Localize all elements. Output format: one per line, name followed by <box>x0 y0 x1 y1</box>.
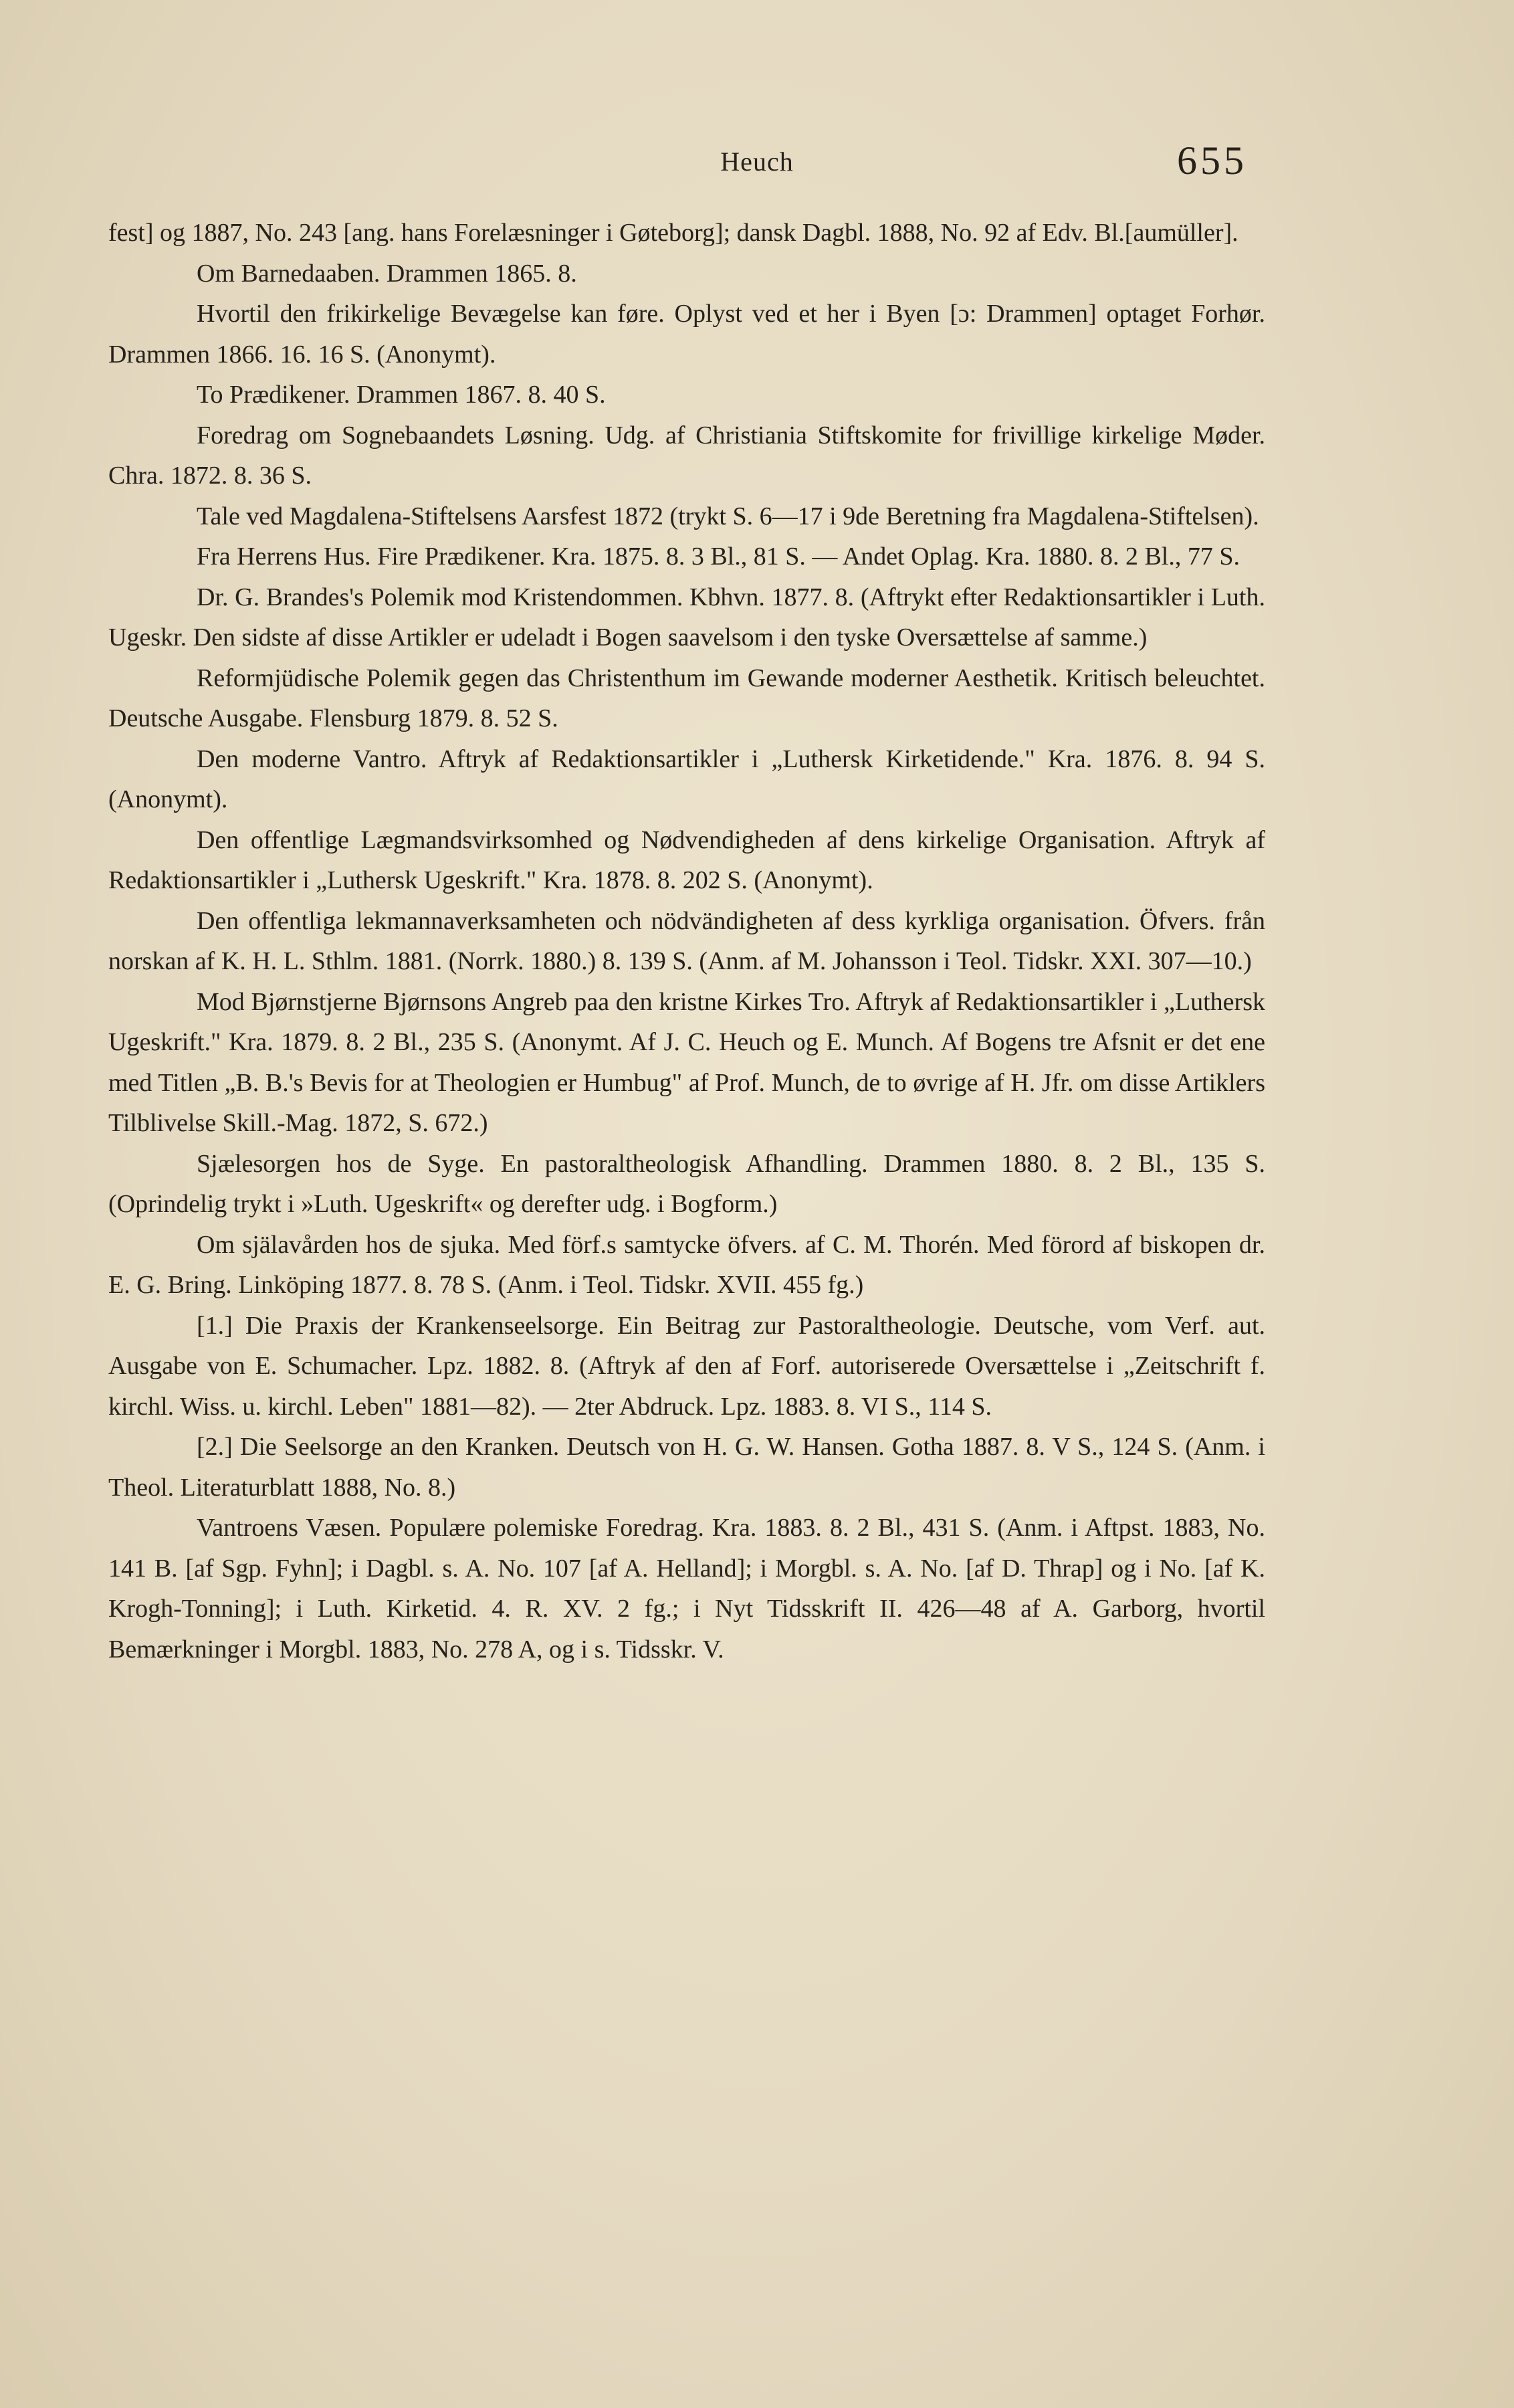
bibliography-entry: Hvortil den frikirkelige Bevægelse kan føre. Oplyst ved et her i Byen [ɔ: Drammen] optaget Forhør. Drammen 1866. 16. 16 S. (Anonymt). <box>108 300 1265 369</box>
bibliography-entry: Om själavården hos de sjuka. Med förf.s samtycke öfvers. af C. M. Thorén. Med förord af biskopen dr. E. G. Bring. Linköping 1877. 8. 78 S. (Anm. i Teol. Tidskr. XVII. 455 fg.) <box>108 1230 1265 1299</box>
bibliography-entry: Om Barnedaaben. Drammen 1865. 8. <box>197 259 577 288</box>
bibliography-entry: Mod Bjørnstjerne Bjørnsons Angreb paa den kristne Kirkes Tro. Aftryk af Redaktionsartikler i „Luthersk Ugeskrift." Kra. 1879. 8. 2 Bl., 235 S. (Anonymt. Af J. C. Heuch og E. Munch. Af Bogens tre Afsnit er det ene med Titlen „B. B.'s Bevis for at Theologien er Humbug" af Prof. Munch, de to øvrige af H. Jfr. om disse Artiklers Tilblivelse Skill.-Mag. 1872, S. 672.) <box>108 987 1265 1137</box>
bibliography-entry: Den offentlige Lægmandsvirksomhed og Nødvendigheden af dens kirkelige Organisation. Aftryk af Redaktionsartikler i „Luthersk Ugeskrift." Kra. 1878. 8. 202 S. (Anonymt). <box>108 825 1265 894</box>
bibliography-entry: Den offentliga lekmannaverksamheten och nödvändigheten af dess kyrkliga organisation. Öfvers. från norskan af K. H. L. Sthlm. 1881. (Norrk. 1880.) 8. 139 S. (Anm. af M. Johansson i Teol. Tidskr. XXI. 307—10.) <box>108 906 1265 975</box>
bibliography-entry: Dr. G. Brandes's Polemik mod Kristendommen. Kbhvn. 1877. 8. (Aftrykt efter Redaktionsartikler i Luth. Ugeskr. Den sidste af disse Artikler er udeladt i Bogen saavelsom i den tyske Oversættelse af samme.) <box>108 583 1265 651</box>
bibliography-entry: Foredrag om Sognebaandets Løsning. Udg. af Christiania Stiftskomite for frivillige kirkelige Møder. Chra. 1872. 8. 36 S. <box>108 421 1265 490</box>
bibliography-entry: Reformjüdische Polemik gegen das Christenthum im Gewande moderner Aesthetik. Kritisch beleuchtet. Deutsche Ausgabe. Flensburg 1879. 8. 52 S. <box>108 664 1265 732</box>
running-head: Heuch <box>720 146 794 177</box>
bibliography-body <box>108 213 1265 1670</box>
bibliography-entry: Fra Herrens Hus. Fire Prædikener. Kra. 1875. 8. 3 Bl., 81 S. — Andet Oplag. Kra. 1880. 8. 2 Bl., 77 S. <box>197 542 1240 571</box>
bibliography-entry: To Prædikener. Drammen 1867. 8. 40 S. <box>197 381 606 409</box>
bibliography-entry: [2.] Die Seelsorge an den Kranken. Deutsch von H. G. W. Hansen. Gotha 1887. 8. V S., 124 S. (Anm. i Theol. Literaturblatt 1888, No. 8.) <box>108 1433 1265 1502</box>
bibliography-entry: Vantroens Væsen. Populære polemiske Foredrag. Kra. 1883. 8. 2 Bl., 431 S. (Anm. i Aftpst. 1883, No. 141 B. [af Sgp. Fyhn]; i Dagbl. s. A. No. 107 [af A. Helland]; i Morgbl. s. A. No. [af D. Thrap] og i No. [af K. Krogh-Tonning]; i Luth. Kirketid. 4. R. XV. 2 fg.; i Nyt Tidsskrift II. 426—48 af A. Garborg, hvortil Bemærkninger i Morgbl. 1883, No. 278 A, og i s. Tidsskr. V. <box>108 1514 1265 1664</box>
page-number: 655 <box>1177 138 1247 183</box>
bibliography-entry: Tale ved Magdalena-Stiftelsens Aarsfest 1872 (trykt S. 6—17 i 9de Beretning fra Magdalena-Stiftelsen). <box>197 502 1259 530</box>
bibliography-entry: fest] og 1887, No. 243 [ang. hans Forelæsninger i Gøteborg]; dansk Dagbl. 1888, No. 92 af Edv. Bl.[aumüller]. <box>108 219 1238 247</box>
bibliography-entry: [1.] Die Praxis der Krankenseelsorge. Ein Beitrag zur Pastoraltheologie. Deutsche, vom Verf. aut. Ausgabe von E. Schumacher. Lpz. 1882. 8. (Aftryk af den af Forf. autoriserede Oversættelse i „Zeitschrift f. kirchl. Wiss. u. kirchl. Leben" 1881—82). — 2ter Abdruck. Lpz. 1883. 8. VI S., 114 S. <box>108 1311 1265 1421</box>
bibliography-entry: Den moderne Vantro. Aftryk af Redaktionsartikler i „Luthersk Kirketidende." Kra. 1876. 8. 94 S. (Anonymt). <box>108 744 1265 813</box>
bibliography-entry: Sjælesorgen hos de Syge. En pastoraltheologisk Afhandling. Drammen 1880. 8. 2 Bl., 135 S. (Oprindelig trykt i »Luth. Ugeskrift« og derefter udg. i Bogform.) <box>108 1149 1265 1218</box>
